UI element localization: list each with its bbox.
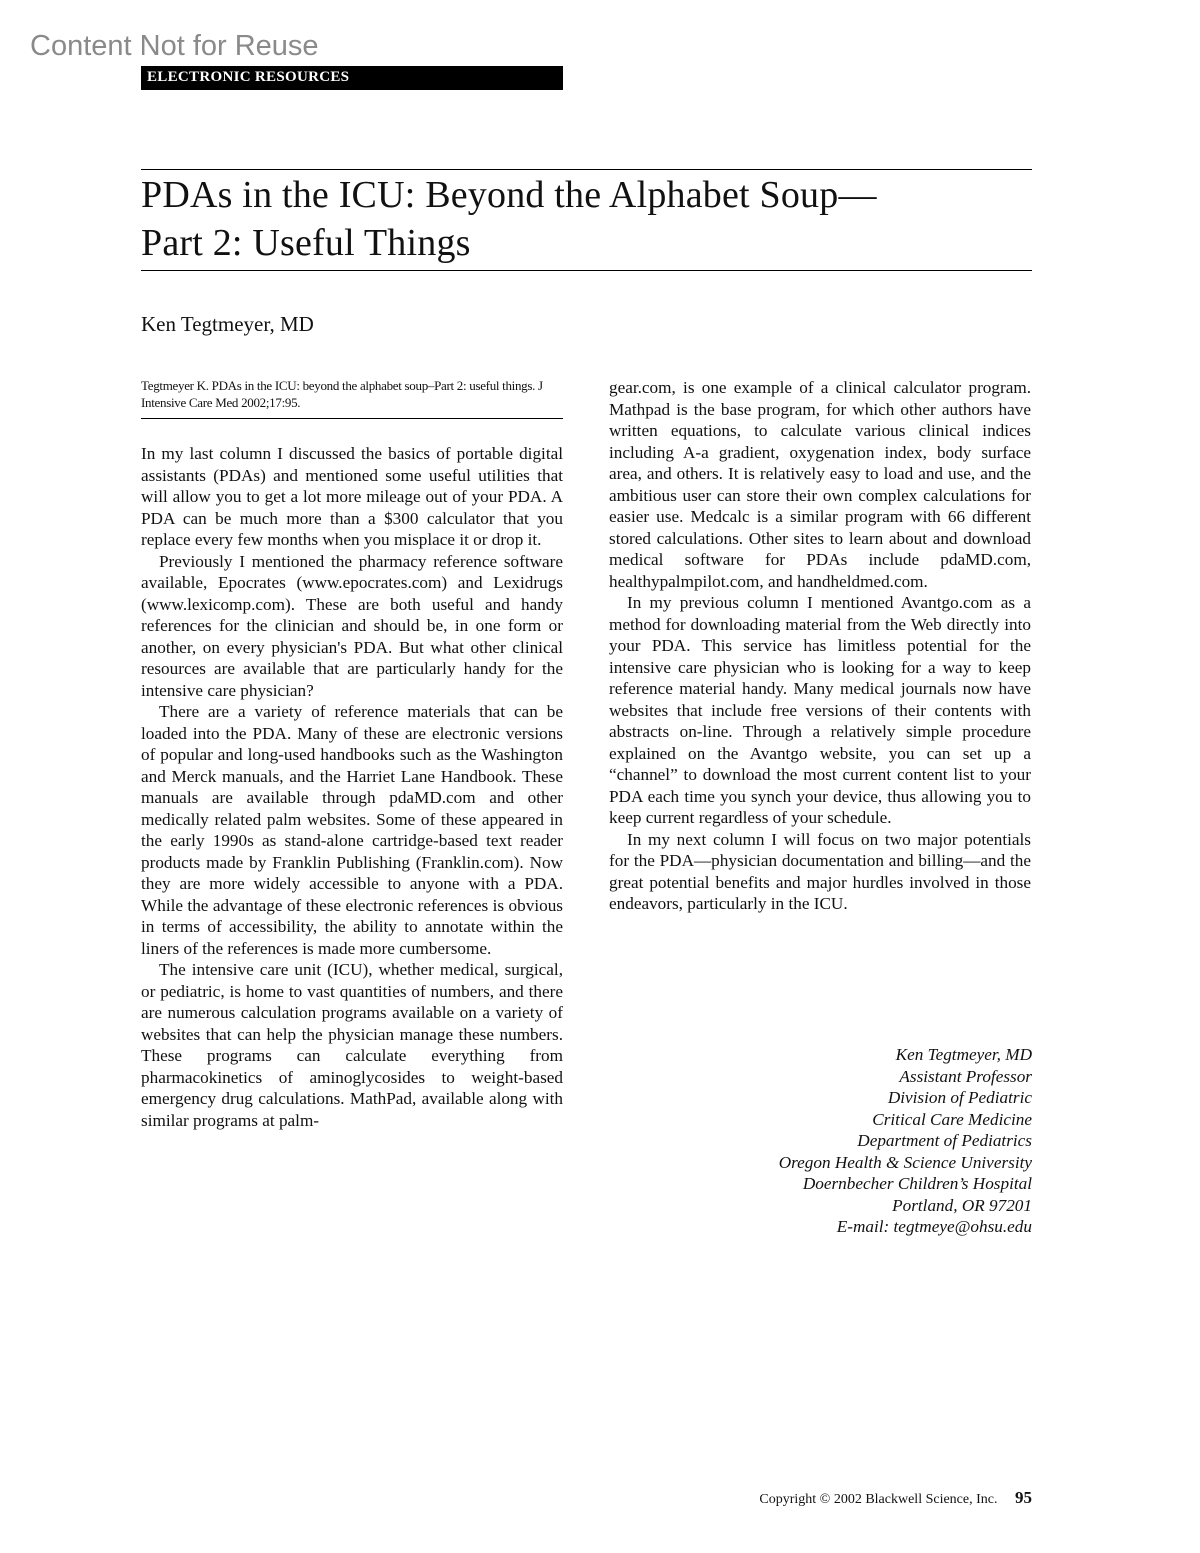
author-signature-block (609, 1044, 1032, 1238)
signature-line: Oregon Health & Science University (778, 1152, 1032, 1172)
section-label: ELECTRONIC RESOURCES (141, 66, 563, 90)
signature-line: Portland, OR 97201 (892, 1195, 1032, 1215)
title-top-rule (141, 169, 1032, 170)
title-bottom-rule (141, 270, 1032, 271)
page-number: 95 (1015, 1488, 1032, 1507)
signature-line: Assistant Professor (899, 1066, 1032, 1086)
paragraph: In my previous column I mentioned Avantgo.com as a method for downloading material from the Web directly into your PDA. This service has limitless potential for the intensive care physician who is looking for a way to keep reference material handy. Many medical journals now have websites that include free versions of their contents with abstracts on-line. Through a relatively simple procedure explained on the Avantgo website, you can set up a “channel” to download the most current content list to your PDA each time you synch your device, thus allowing you to keep current regardless of your schedule. (609, 593, 1031, 827)
signature-email: E-mail: tegtmeye@ohsu.edu (836, 1217, 1032, 1236)
paragraph: In my next column I will focus on two major potentials for the PDA—physician documentation and billing—and the great potential benefits and major hurdles involved in those endeavors, particularly in the ICU. (609, 829, 1031, 913)
paragraph: In my last column I discussed the basics of portable digital assistants (PDAs) and mentioned some useful utilities that will allow you to get a lot more mileage out of your PDA. A PDA can be much more than a $300 calculator that you replace every few months when you misplace it or drop it. (141, 444, 563, 549)
copyright-notice: Copyright © 2002 Blackwell Science, Inc. (759, 1492, 998, 1507)
paragraph: The intensive care unit (ICU), whether medical, surgical, or pediatric, is home to vast quantities of numbers, and there are numerous calculation programs available on a variety of websites that can help the physician manage these numbers. These programs can calculate everything from pharmacokinetics of aminoglycosides to weight-based emergency drug calculations. MathPad, available along with similar programs at palm- (141, 960, 563, 1130)
citation-rule (141, 418, 563, 419)
signature-line: Doernbecher Children’s Hospital (802, 1174, 1032, 1193)
paragraph: Previously I mentioned the pharmacy reference software available, Epocrates (www.epocrates.com) and Lexidrugs (www.lexicomp.com). These are both useful and handy references for the clinician and should be, in one form or another, on every physician's PDA. But what other clinical resources are available that are particularly handy for the intensive care physician? (141, 551, 563, 700)
citation: Tegtmeyer K. PDAs in the ICU: beyond the alphabet soup–Part 2: useful things. J Intensive Care Med 2002;17:95. (141, 378, 543, 410)
article-title (141, 171, 1032, 267)
author-name: Ken Tegtmeyer, MD (141, 312, 314, 336)
signature-line: Critical Care Medicine (872, 1109, 1032, 1129)
signature-line: Department of Pediatrics (857, 1131, 1032, 1150)
page-footer (759, 1488, 1032, 1508)
title-line-1: PDAs in the ICU: Beyond the Alphabet Soup— (141, 174, 877, 216)
right-column (609, 377, 1031, 915)
paragraph: gear.com, is one example of a clinical calculator program. Mathpad is the base program, for which other authors have written equations, to calculate various clinical indices including A-a gradient, oxygenation index, body surface area, and others. It is relatively easy to load and use, and the ambitious user can store their own complex calculations for easier use. Medcalc is a similar program with 66 different stored calculations. Other sites to learn about and download medical software for PDAs include pdaMD.com, healthypalmpilot.com, and handheldmed.com. (609, 378, 1031, 591)
signature-line: Ken Tegtmeyer, MD (895, 1045, 1032, 1064)
signature-line: Division of Pediatric (887, 1088, 1032, 1107)
left-column (141, 443, 563, 1131)
title-line-2: Part 2: Useful Things (141, 222, 471, 264)
paragraph: There are a variety of reference materials that can be loaded into the PDA. Many of these are electronic versions of popular and long-used handbooks such as the Washington and Merck manuals, and the Harriet Lane Handbook. These manuals are available through pdaMD.com and other medically related palm websites. Some of these appeared in the early 1990s as stand-alone cartridge-based text reader products made by Franklin Publishing (Franklin.com). Now they are more widely accessible to anyone with a PDA. While the advantage of these electronic references is obvious in terms of accessibility, the ability to annotate within the liners of the references is made more cumbersome. (141, 702, 563, 958)
watermark-text: Content Not for Reuse (30, 30, 319, 62)
